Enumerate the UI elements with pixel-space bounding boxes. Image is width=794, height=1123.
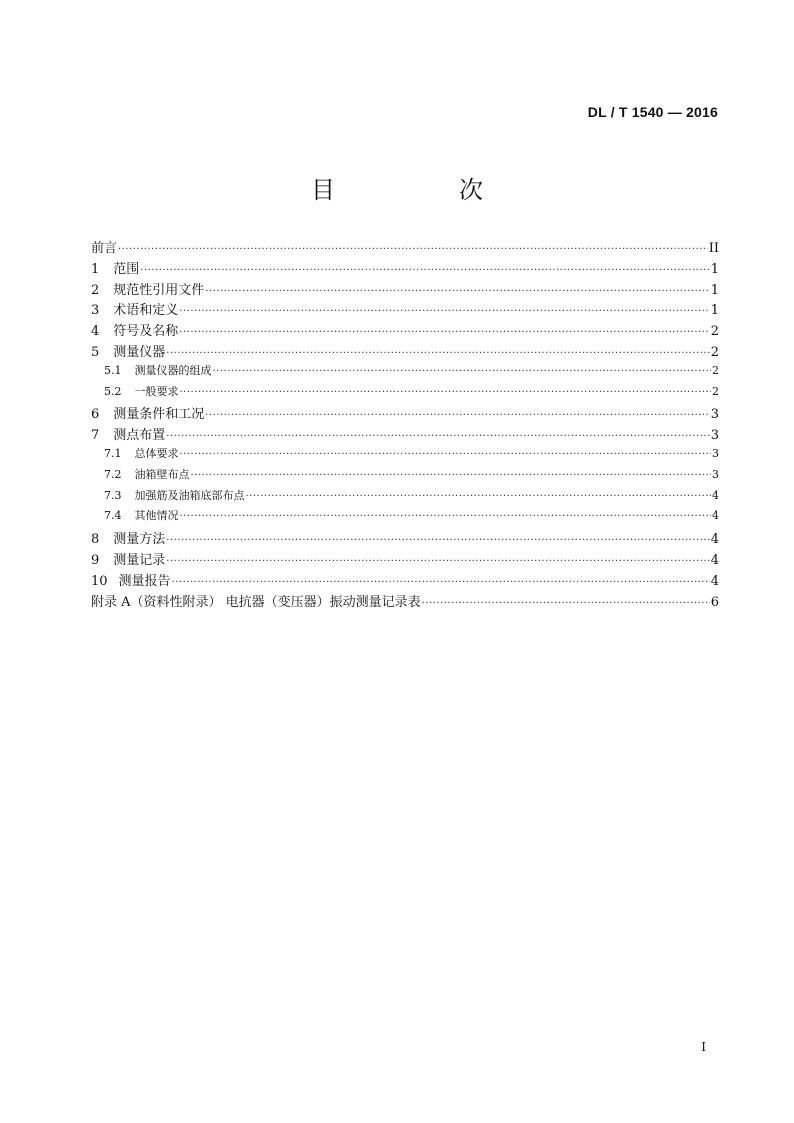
toc-entry-2[interactable]: [91, 279, 719, 300]
toc-leader-dots: [205, 410, 709, 421]
toc-entry-number: 6: [91, 407, 100, 423]
toc-entry-page: 4: [712, 509, 719, 523]
toc-entry-label: 规范性引用文件: [113, 282, 205, 298]
toc-entry-5-1[interactable]: [91, 362, 719, 383]
toc-entry-label: 附录 A（资料性附录） 电抗器（变压器）振动测量记录表: [91, 594, 421, 610]
toc-entry-page: 4: [710, 552, 719, 568]
toc-entry-page: 2: [712, 363, 719, 377]
toc-entry-number: 7: [91, 428, 100, 444]
toc-entry-label: 测量方法: [113, 532, 166, 548]
toc-entry-5-2[interactable]: [91, 383, 719, 404]
toc-entry-10[interactable]: [91, 570, 719, 591]
toc-leader-dots: [246, 491, 712, 502]
toc-entry-label: 总体要求: [134, 446, 179, 460]
toc-entry-number: 7.3: [104, 488, 122, 502]
toc-entry-page: 3: [710, 428, 719, 444]
toc-entry-8[interactable]: [91, 528, 719, 549]
toc-leader-dots: [191, 470, 712, 481]
toc-entry-6[interactable]: [91, 403, 719, 424]
toc-entry-7-4[interactable]: [91, 507, 719, 528]
toc-entry-page: 3: [712, 446, 719, 460]
toc-leader-dots: [166, 348, 709, 359]
toc-entry-page: 2: [712, 384, 719, 398]
toc-leader-dots: [140, 265, 709, 276]
toc-entry-label: 术语和定义: [113, 303, 179, 319]
toc-entry-label: 测量报告: [118, 573, 171, 589]
toc-leader-dots: [166, 556, 709, 567]
toc-entry-page: 1: [710, 282, 719, 298]
toc-entry-page: 1: [710, 261, 719, 277]
toc-entry-page: 4: [710, 532, 719, 548]
toc-leader-dots: [179, 306, 709, 317]
toc-entry-1[interactable]: [91, 258, 719, 279]
toc-leader-dots: [179, 327, 709, 338]
toc-leader-dots: [422, 598, 710, 609]
toc-entry-4[interactable]: [91, 320, 719, 341]
toc-leader-dots: [118, 244, 708, 255]
toc-entry-page: 3: [710, 407, 719, 423]
toc-entry-number: 8: [91, 532, 100, 548]
toc-entry-7-3[interactable]: [91, 487, 719, 508]
toc-entry-page: 6: [710, 594, 719, 610]
toc-entry-number: 9: [91, 552, 100, 568]
toc-entry-number: 3: [91, 303, 100, 319]
toc-entry-label: 前言: [91, 241, 118, 256]
toc-entry-number: 2: [91, 282, 100, 298]
toc-leader-dots: [213, 366, 712, 377]
toc-entry-page: 4: [712, 488, 719, 502]
toc-entry-label: 测量仪器的组成: [134, 363, 212, 377]
toc-entry-label: 测量仪器: [113, 344, 166, 360]
toc-entry-7-2[interactable]: [91, 466, 719, 487]
toc-entry-page: 3: [712, 467, 719, 481]
toc-entry-label: 符号及名称: [113, 324, 179, 340]
toc-entry-number: 5.2: [104, 384, 122, 398]
toc-leader-dots: [172, 577, 710, 588]
toc-entry-label: 测量记录: [113, 552, 166, 568]
page-title: 目 次: [311, 176, 533, 204]
toc-entry-3[interactable]: [91, 299, 719, 320]
toc-entry-number: 7.2: [104, 467, 122, 481]
toc-entry-5[interactable]: [91, 341, 719, 362]
toc-entry-label: 测量条件和工况: [113, 407, 205, 423]
toc-leader-dots: [180, 387, 712, 398]
table-of-contents: [91, 237, 719, 611]
toc-entry-9[interactable]: [91, 549, 719, 570]
toc-entry-page: 2: [710, 324, 719, 340]
toc-entry-number: 4: [91, 324, 100, 340]
toc-entry-7-1[interactable]: [91, 445, 719, 466]
toc-leader-dots: [205, 286, 709, 297]
toc-entry-foreword[interactable]: [91, 237, 719, 258]
toc-entry-label: 一般要求: [134, 384, 179, 398]
toc-entry-page: 4: [710, 573, 719, 589]
toc-entry-number: 7.4: [104, 509, 122, 523]
toc-entry-number: 1: [91, 261, 100, 277]
toc-entry-label: 油箱壁布点: [134, 467, 190, 481]
toc-leader-dots: [180, 511, 712, 522]
toc-entry-label: 测点布置: [113, 428, 166, 444]
toc-entry-page: 2: [710, 344, 719, 360]
toc-entry-number: 7.1: [104, 446, 122, 460]
toc-entry-number: 10: [91, 573, 108, 589]
page-number: I: [701, 1040, 706, 1054]
toc-entry-label: 其他情况: [134, 509, 179, 523]
toc-entry-7[interactable]: [91, 424, 719, 445]
toc-entry-number: 5.1: [104, 363, 122, 377]
toc-leader-dots: [180, 449, 712, 460]
toc-leader-dots: [166, 535, 709, 546]
toc-entry-label: 范围: [113, 261, 140, 277]
toc-leader-dots: [166, 431, 709, 442]
toc-entry-page: 1: [710, 303, 719, 319]
toc-entry-appendix-a[interactable]: [91, 591, 719, 612]
toc-entry-page: II: [708, 241, 719, 256]
toc-entry-number: 5: [91, 344, 100, 360]
toc-entry-label: 加强筋及油箱底部布点: [134, 488, 245, 502]
standard-code: DL / T 1540 — 2016: [587, 104, 718, 120]
